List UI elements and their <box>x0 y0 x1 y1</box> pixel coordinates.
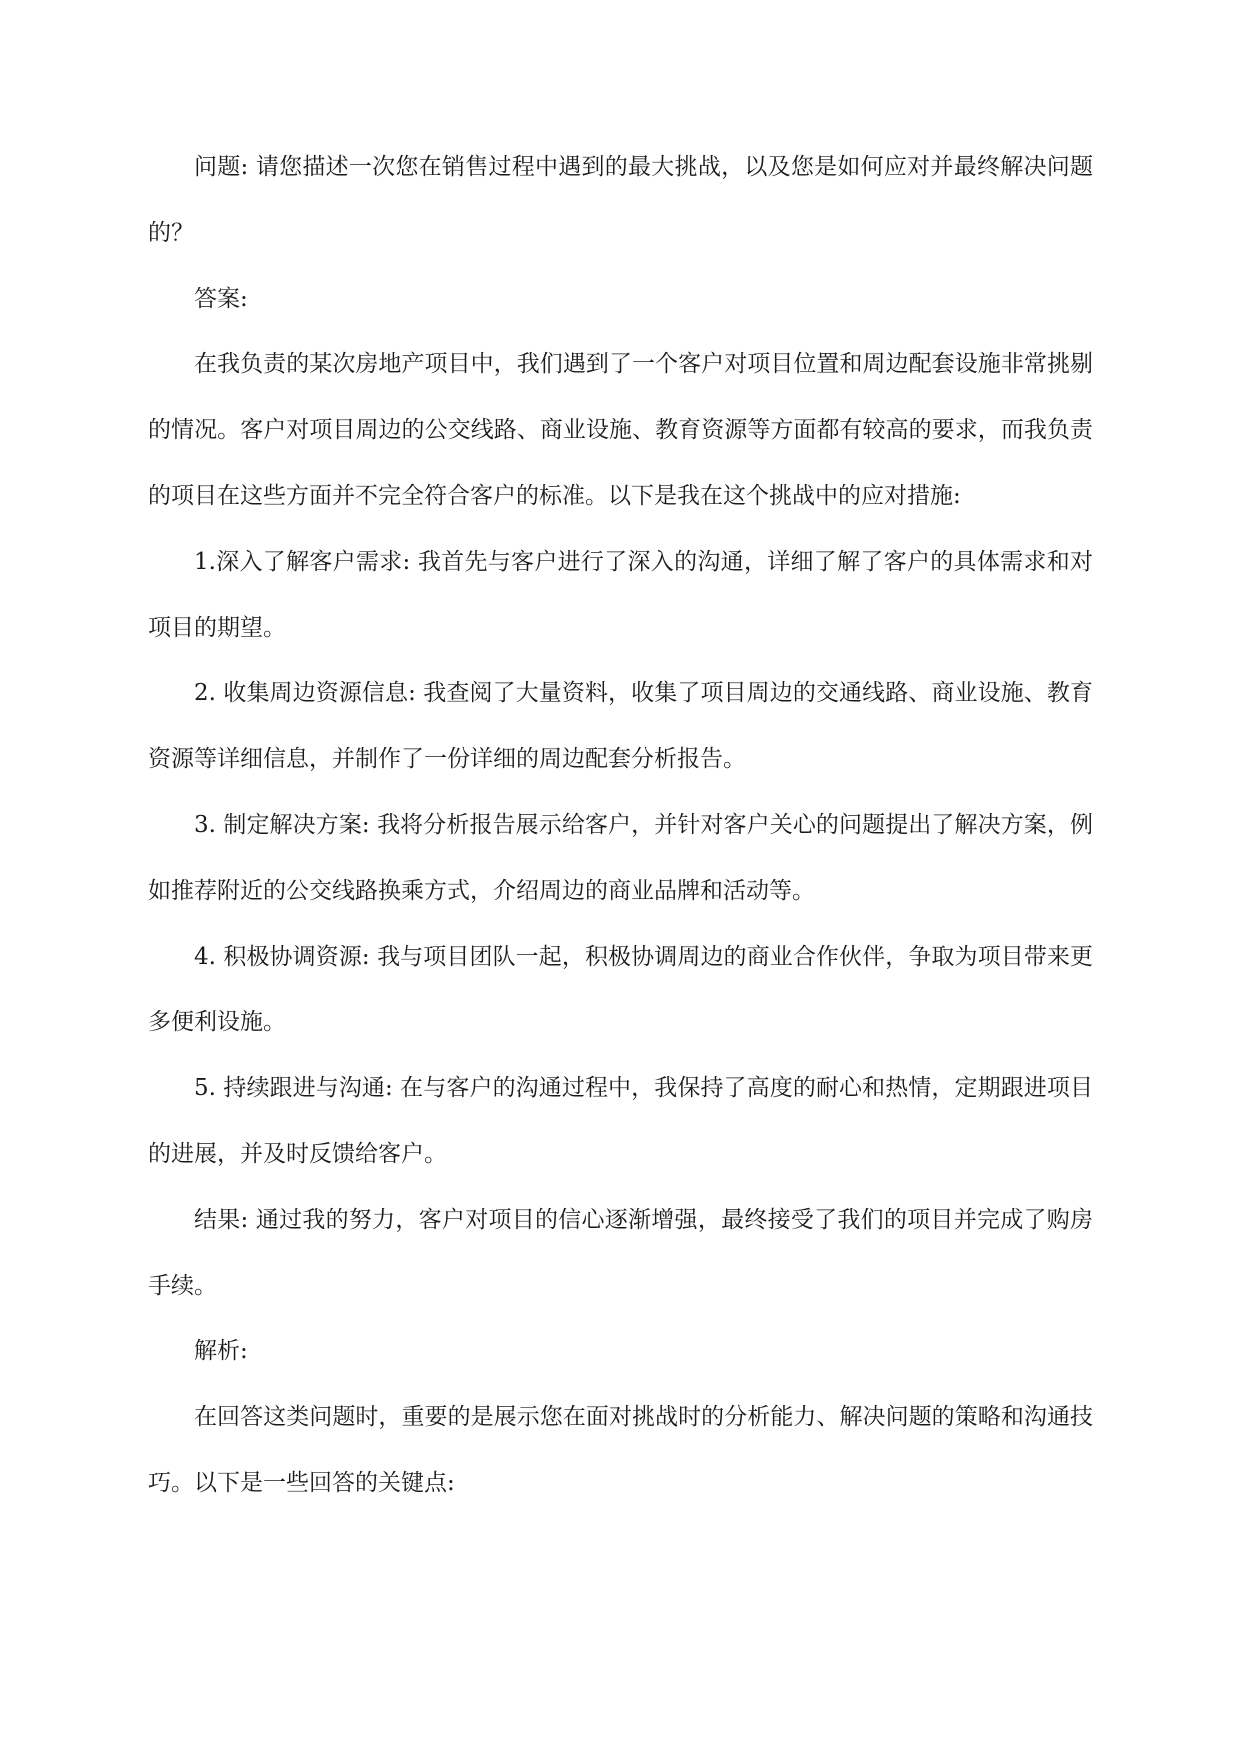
measure-item-1: 1.深入了解客户需求: 我首先与客户进行了深入的沟通，详细了解了客户的具体需求和对项目的期望。 <box>148 548 1093 641</box>
answer-heading: 答案: <box>194 285 248 312</box>
result-paragraph: 结果: 通过我的努力，客户对项目的信心逐渐增强，最终接受了我们的项目并完成了购房手续。 <box>148 1206 1093 1299</box>
measure-item-2: 2. 收集周边资源信息: 我查阅了大量资料，收集了项目周边的交通线路、商业设施、教育资源等详细信息，并制作了一份详细的周边配套分析报告。 <box>148 680 1093 773</box>
measure-item-4: 4. 积极协调资源: 我与项目团队一起，积极协调周边的商业合作伙伴，争取为项目带来更多便利设施。 <box>148 943 1093 1036</box>
measure-item-3: 3. 制定解决方案: 我将分析报告展示给客户，并针对客户关心的问题提出了解决方案，例如推荐附近的公交线路换乘方式，介绍周边的商业品牌和活动等。 <box>148 811 1093 904</box>
question-paragraph: 问题: 请您描述一次您在销售过程中遇到的最大挑战，以及您是如何应对并最终解决问题的？ <box>148 154 1093 246</box>
analysis-paragraph: 在回答这类问题时，重要的是展示您在面对挑战时的分析能力、解决问题的策略和沟通技巧。以下是一些回答的关键点: <box>148 1404 1093 1496</box>
measure-item-5: 5. 持续跟进与沟通: 在与客户的沟通过程中，我保持了高度的耐心和热情，定期跟进项目的进展，并及时反馈给客户。 <box>148 1075 1093 1167</box>
document-body <box>148 135 1093 1517</box>
analysis-heading: 解析: <box>194 1338 248 1365</box>
answer-intro-paragraph: 在我负责的某次房地产项目中，我们遇到了一个客户对项目位置和周边配套设施非常挑剔的情况。客户对项目周边的公交线路、商业设施、教育资源等方面都有较高的要求，而我负责的项目在这些方面并不完全符合客户的标准。以下是我在这个挑战中的应对措施: <box>148 351 1093 509</box>
